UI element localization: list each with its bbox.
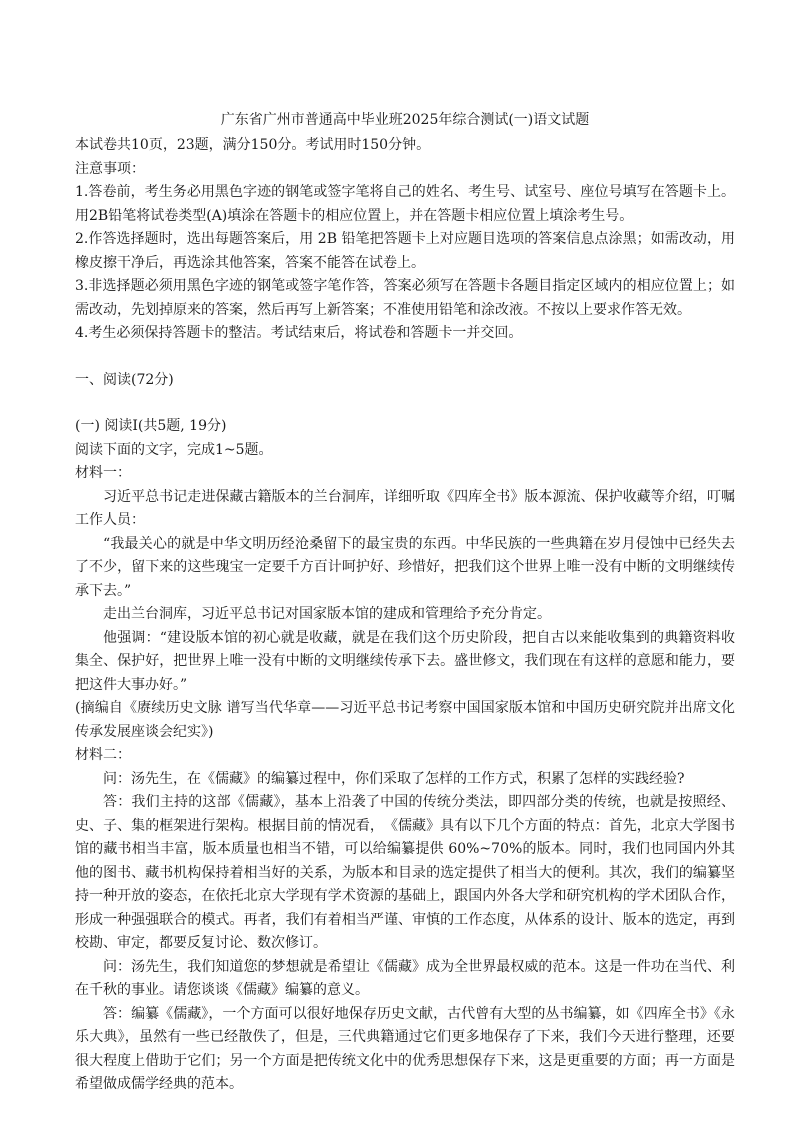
notice-heading: 注意事项： (75, 160, 145, 177)
material-one-paragraph: 习近平总书记走进保藏古籍版本的兰台洞库，详细听取《四库全书》版本源流、保护收藏等介绍，叮嘱工作人员： (75, 488, 735, 528)
notice-item-1: 1.答卷前，考生务必用黑色字迹的钢笔或签字笔将自己的姓名、考生号、试室号、座位号填写在答题卡上。用2B铅笔将试卷类型(A)填涂在答题卡的相应位置上，并在答题卡相应位置上填涂考生号。 (75, 184, 735, 224)
notice-item-2: 2.作答选择题时，选出每题答案后，用 2B 铅笔把答题卡上对应题目选项的答案信息点涂黑；如需改动，用橡皮擦干净后，再选涂其他答案，答案不能答在试卷上。 (75, 231, 735, 271)
material-two-paragraph: 答：我们主持的这部《儒藏》，基本上沿袭了中国的传统分类法，即四部分类的传统，也就是按照经、史、子、集的框架进行架构。根据目前的情况看， 《儒藏》具有以下几个方面的特点：首先，北京大学图书馆的藏书相当丰富，版本质量也相当不错，可以给编纂提供 60%~70%的版本。同时，我们也同国内外其他的图书、藏书机构保持着相当好的关系，为版本和目录的选定提供了相当大的便利。其次，我们的编纂坚持一种开放的姿态，在依托北京大学现有学术资源的基础上，跟国内外各大学和研究机构的学术团队合作，形成一种强强联合的模式。再者，我们有着相当严谨、审慎的工作态度，从体系的设计、版本的选定，再到校勘、审定，都要反复讨论、数次修订。 (75, 794, 735, 951)
reading-instruction: 阅读下面的文字，完成1~5题。 (75, 441, 273, 458)
section-heading: 一、阅读(72分) (75, 371, 174, 388)
material-one-label: 材料一： (75, 465, 131, 481)
material-one-paragraph: 他强调：“建设版本馆的初心就是收藏，就是在我们这个历史阶段，把自古以来能收集到的典籍资料收集全、保护好，把世界上唯一没有中断的文明继续传承下去。盛世修文，我们现在有这样的意愿和能力，要把这件大事办好。” (75, 629, 735, 693)
part-heading: (一) 阅读Ⅰ(共5题, 19分) (75, 418, 227, 434)
material-one-paragraph: 走出兰台洞库，习近平总书记对国家版本馆的建成和管理给予充分肯定。 (103, 606, 551, 622)
notice-item-3: 3.非选择题必须用黑色字迹的钢笔或签字笔作答，答案必须写在答题卡各题目指定区域内的相应位置上；如需改动，先划掉原来的答案，然后再写上新答案；不准使用铅笔和涂改液。不按以上要求作答无效。 (75, 278, 735, 318)
material-one-paragraph: “我最关心的就是中华文明历经沧桑留下的最宝贵的东西。中华民族的一些典籍在岁月侵蚀中已经失去了不少，留下来的这些瑰宝一定要千方百计呵护好、珍惜好，把我们这个世界上唯一没有中断的文明继续传承下去。” (75, 535, 735, 599)
material-two-paragraph: 问：汤先生，在《儒藏》的编纂过程中，你们采取了怎样的工作方式，积累了怎样的实践经验? (103, 770, 685, 787)
material-one-source: (摘编自《赓续历史文脉 谱写当代华章——习近平总书记考察中国国家版本馆和中国历史研究院并出席文化传承发展座谈会纪实》) (75, 700, 735, 740)
exam-intro: 本试卷共10页，23题，满分150分。考试用时150分钟。 (75, 137, 431, 153)
notice-item-4: 4.考生必须保持答题卡的整洁。考试结束后，将试卷和答题卡一并交回。 (75, 325, 523, 341)
exam-page (75, 110, 735, 1097)
material-two-paragraph: 答：编纂《儒藏》，一个方面可以很好地保存历史文献，古代曾有大型的丛书编纂，如《四库全书》《永乐大典》，虽然有一些已经散佚了，但是，三代典籍通过它们更多地保存了下来，我们今天进行整理，还要很大程度上借助于它们；另一个方面是把传统文化中的优秀思想保存下来，这是更重要的方面；再一方面是希望做成儒学经典的范本。 (75, 1005, 735, 1092)
material-two-paragraph: 问：汤先生，我们知道您的梦想就是希望让《儒藏》成为全世界最权威的范本。这是一件功在当代、利在千秋的事业。请您谈谈《儒藏》编纂的意义。 (75, 958, 735, 998)
page-title: 广东省广州市普通高中毕业班2025年综合测试(一)语文试题 (220, 112, 590, 128)
material-two-label: 材料二： (75, 747, 131, 763)
